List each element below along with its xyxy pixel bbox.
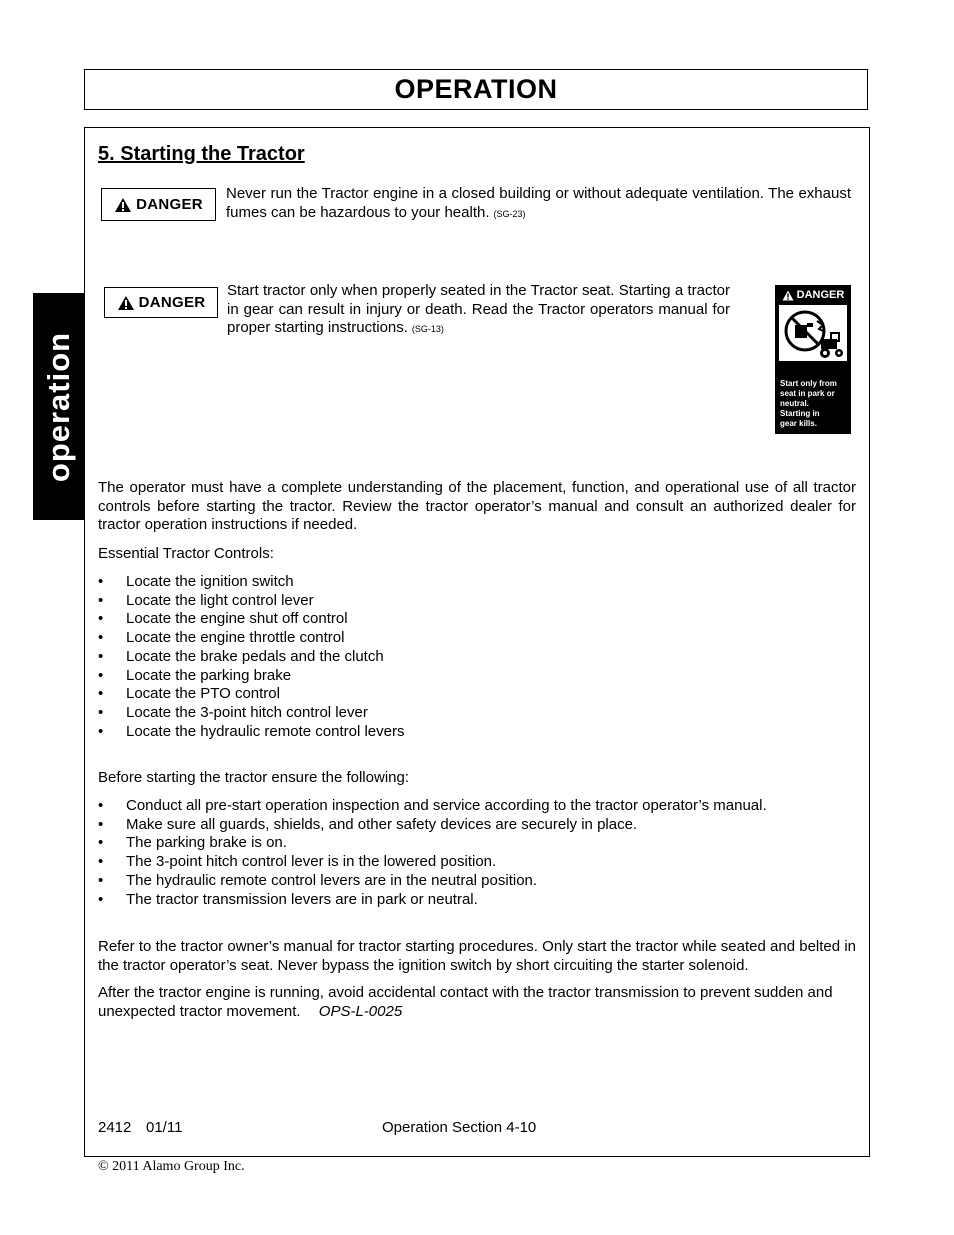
list-item-text: Locate the hydraulic remote control levers [126,722,405,740]
ops-code: OPS-L-0025 [318,1002,403,1020]
list-item-text: Locate the parking brake [126,666,292,684]
list-item [98,629,856,648]
list-item [98,610,856,629]
list-item [98,872,856,891]
list-item [98,648,856,667]
warning-text [226,185,851,223]
decal-text-line: neutral. [780,399,809,408]
decal-text-line: Starting in [780,409,820,418]
danger-label [101,188,216,221]
list-item-text: The 3-point hitch control lever is in the lowered position. [126,853,497,871]
bullet: • [98,797,104,814]
danger-label-text: DANGER [136,196,203,213]
list-item-text: Locate the 3-point hitch control lever [126,703,368,721]
decal-text [780,379,850,429]
decal-header [775,285,851,305]
closing-paragraph [98,984,856,1021]
checks-list [98,797,856,909]
side-tab-label: operation [41,331,77,482]
list-item-text: The hydraulic remote control levers are in the neutral position. [126,871,538,889]
bullet: • [98,666,104,684]
decal-text-line: seat in park or [780,389,835,398]
page-header-title: OPERATION [394,74,558,104]
list-item [98,592,856,611]
closing-paragraph-text: After the tractor engine is running, avoid accidental contact with the tractor transmission to prevent sudden and unexpected tractor movement. [98,984,833,1020]
bullet: • [98,629,104,647]
bullet: • [98,834,104,852]
list-item-text: Locate the engine shut off control [126,610,348,628]
warning-triangle-icon [114,197,132,213]
decal-text-line: gear kills. [780,419,817,428]
bullet: • [98,685,104,703]
list-item-text: Make sure all guards, shields, and other safety devices are securely in place. [126,815,638,833]
bullet: • [98,647,104,665]
list-item-text: Locate the light control lever [126,591,314,609]
list-item-text: Locate the PTO control [126,685,280,703]
decal-header-text: DANGER [796,289,845,301]
list-item [98,667,856,686]
list-item-text: The parking brake is on. [126,834,287,852]
safety-decal [775,285,851,434]
warning-code: (SG-13) [411,324,444,334]
list-item [98,685,856,704]
side-tab [33,293,85,520]
section-title: 5. Starting the Tractor [98,143,305,165]
list-item-text: The tractor transmission levers are in park or neutral. [126,890,478,908]
list-item-text: Conduct all pre-start operation inspection and service according to the tractor operator’s manual. [126,797,767,814]
controls-list [98,573,856,741]
danger-label-text: DANGER [138,294,206,311]
no-start-in-gear-icon [779,305,847,361]
warning-text [227,282,730,339]
bullet: • [98,890,104,908]
controls-heading: Essential Tractor Controls: [98,545,274,562]
list-item [98,891,856,910]
closing-paragraph: Refer to the tractor owner’s manual for tractor starting procedures. Only start the tractor while seated and belted in the tractor operator’s seat. Never bypass the ignition switch by short circuiting the starter solenoid. [98,938,856,974]
warning-triangle-icon [782,290,794,301]
bullet: • [98,853,104,871]
list-item [98,834,856,853]
list-item-text: Locate the brake pedals and the clutch [126,647,384,665]
decal-pictogram [779,305,847,361]
list-item-text: Locate the engine throttle control [126,629,345,647]
bullet: • [98,610,104,628]
footer-date: 01/11 [146,1119,183,1136]
warning-text-body: Never run the Tractor engine in a closed building or without adequate ventilation. The exhaust fumes can be hazardous to your health. [226,185,851,221]
footer-model: 2412 [98,1119,132,1136]
intro-paragraph: The operator must have a complete understanding of the placement, function, and operational use of all tractor controls before starting the tractor. Review the tractor operator’s manual and consult an authorized dealer for tractor operation instructions if needed. [98,479,856,533]
header-box [84,69,868,110]
copyright: © 2011 Alamo Group Inc. [98,1159,245,1174]
list-item [98,797,856,816]
bullet: • [98,722,104,740]
warning-code: (SG-23) [493,208,526,219]
list-item [98,816,856,835]
decal-text-line: Start only from [780,379,837,388]
bullet: • [98,591,104,609]
bullet: • [98,703,104,721]
bullet: • [98,815,104,833]
footer-page: Operation Section 4-10 [382,1119,537,1136]
list-item [98,723,856,742]
danger-label [104,287,218,318]
warning-triangle-icon [117,295,135,311]
list-item [98,853,856,872]
bullet: • [98,573,104,590]
bullet: • [98,871,104,889]
list-item [98,573,856,592]
list-item-text: Locate the ignition switch [126,573,294,590]
checks-heading: Before starting the tractor ensure the following: [98,769,410,786]
warning-text-body: Start tractor only when properly seated in the Tractor seat. Starting a tractor in gear can result in injury or death. Read the Tractor operators manual for proper starting instructions. [227,282,730,336]
list-item [98,704,856,723]
